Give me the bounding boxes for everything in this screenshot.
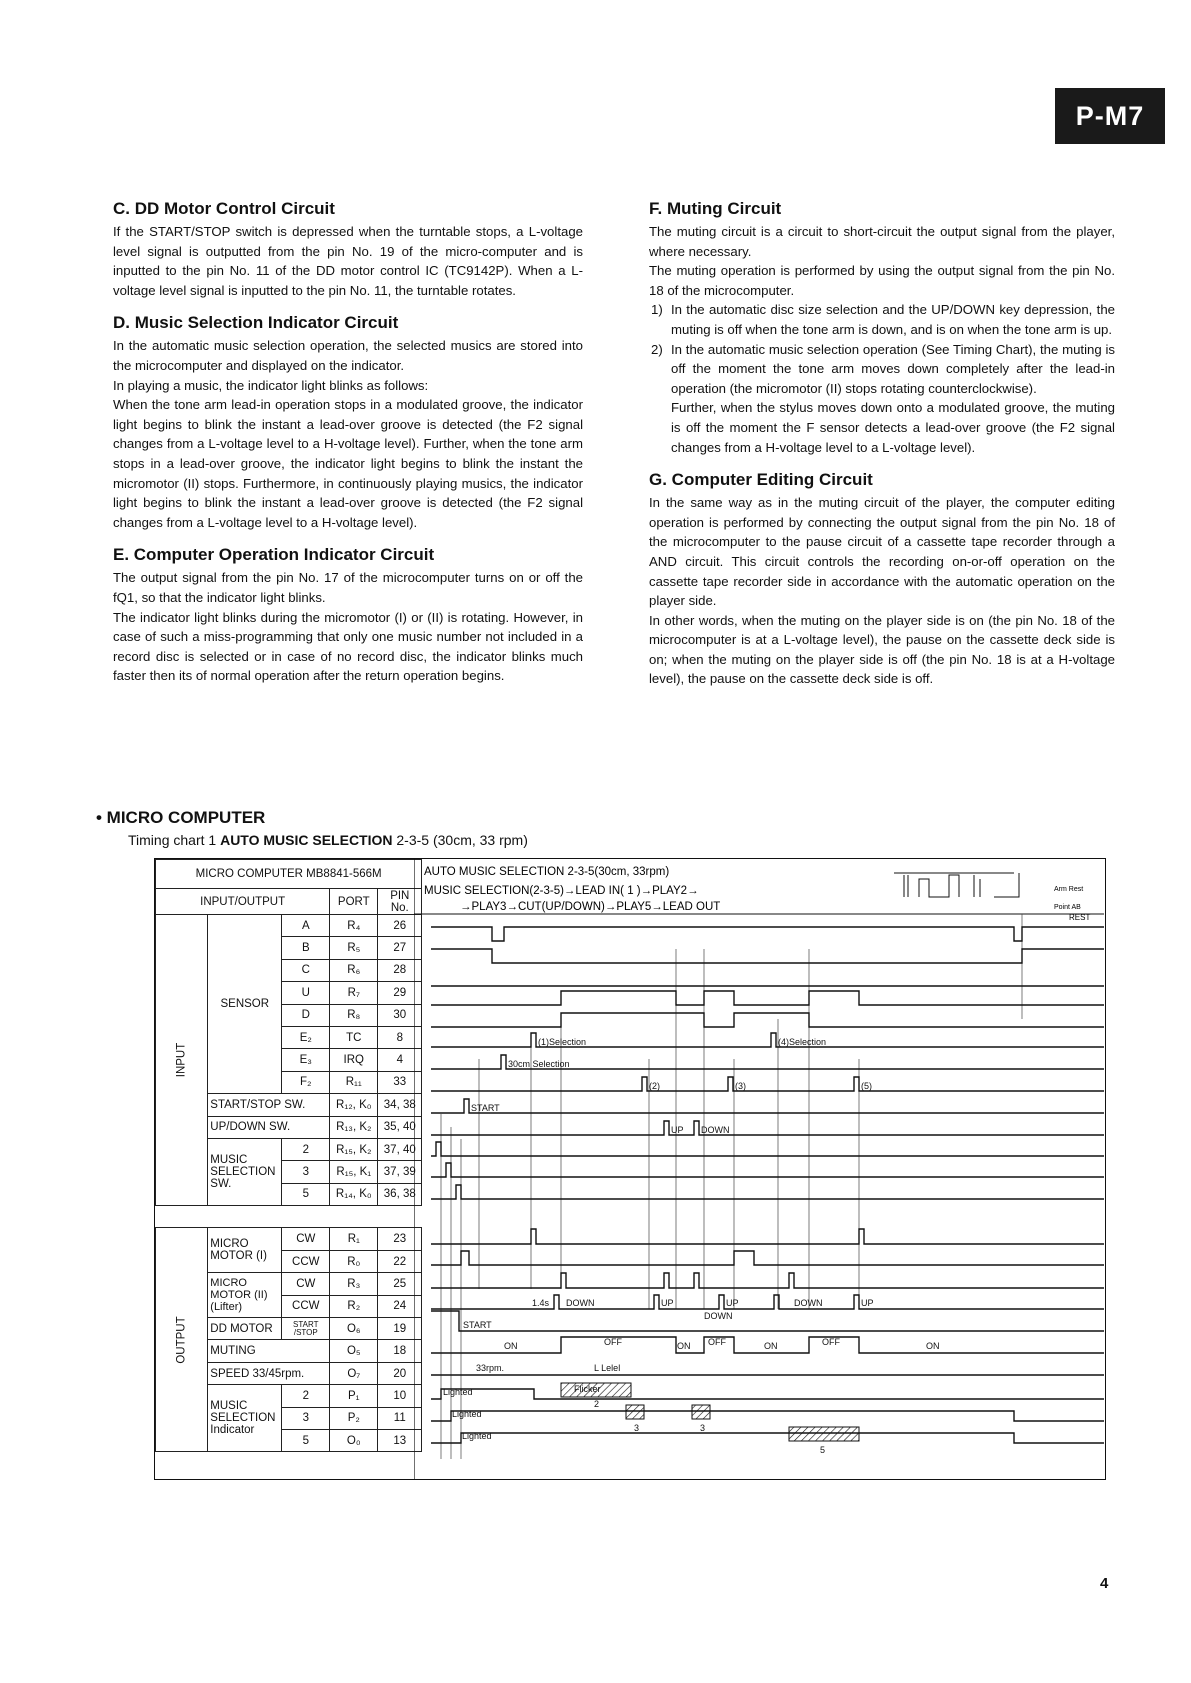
sensor-name: E₃ [282, 1049, 330, 1071]
on-label-3: ON [764, 1341, 778, 1351]
section-c-title: C. DD Motor Control Circuit [113, 199, 335, 218]
flicker-label: Flicker [574, 1384, 601, 1394]
motor1-label: MICRO MOTOR (I) [208, 1228, 282, 1273]
sensor-pin: 4 [378, 1049, 422, 1071]
off-label-1: OFF [604, 1337, 622, 1347]
updown-port: R₁₃, K₂ [330, 1116, 378, 1138]
sensor-name: U [282, 982, 330, 1004]
timing-chart-subtitle [128, 832, 528, 848]
muting-name: MUTING [208, 1340, 330, 1362]
page-number: 4 [1100, 1575, 1109, 1592]
dd-motor-name: DD MOTOR [208, 1318, 282, 1340]
on-label-4: ON [926, 1341, 940, 1351]
output-label: OUTPUT [175, 1316, 188, 1364]
num-2: 2 [594, 1399, 600, 1409]
section-c [113, 198, 583, 300]
delay-label: 1.4s [532, 1298, 550, 1308]
section-c-body: If the START/STOP switch is depressed when the turntable stops, a L-voltage level signal is outputted from the pin No. 19 of the micro-computer and is inputted to the pin No. 11 of the DD motor control IC (TC9142P). When a L-voltage level signal is inputted to the pin No. 11, the turntable rotates. [113, 224, 583, 298]
section-g-title: G. Computer Editing Circuit [649, 470, 873, 490]
wave-ind3 [431, 1411, 1104, 1421]
wave-updown [431, 1121, 1104, 1135]
section-f-list [649, 300, 1115, 457]
timing-header1: AUTO MUSIC SELECTION 2-3-5(30cm, 33rpm) [424, 866, 670, 878]
waveforms [431, 927, 1104, 1443]
subtitle-bold: AUTO MUSIC SELECTION [220, 832, 393, 848]
section-d-p3: When the tone arm lead-in operation stops in a modulated groove, the indicator light begins to blink the instant a lead-over groove is detected (the F2 signal changes from a L-voltage level to a H-voltage level). Further, when the tone arm stops in a lead-over groove, the indicator light begins to blink the instant the micromotor (II) stops. Furthermore, in continuously playing musics, the indicator light begins to blink the instant a lead-over groove is detected (the F2 signal changes from a L-voltage level to a H-voltage level). [113, 397, 583, 530]
section-g-p2: In other words, when the muting on the player side is on (the pin No. 18 of the microcomputer is at a L-voltage level), the pause on the cassette deck side is on; when the muting on the player side is off (the pin No. 18 is at a H-voltage level), the pause on the cassette deck side is off. [649, 612, 1115, 687]
music-sw-port: R₁₄, K₀ [330, 1183, 378, 1205]
right-column [649, 198, 1115, 701]
down-label-2: DOWN [566, 1298, 595, 1308]
down-label-3: DOWN [794, 1298, 823, 1308]
motor2-pin: 25 [378, 1273, 422, 1295]
indicator-port: O₀ [330, 1429, 378, 1451]
section-g [649, 469, 1115, 689]
sensor-pin: 29 [378, 982, 422, 1004]
on-label-1: ON [504, 1341, 518, 1351]
wave-dd-motor [431, 1311, 1104, 1331]
music-sw-pin: 37, 39 [378, 1161, 422, 1183]
sensor-port: TC [330, 1026, 378, 1048]
motor2-port: R₂ [330, 1295, 378, 1317]
timing-header3: →PLAY3→CUT(UP/DOWN)→PLAY5→LEAD OUT [460, 901, 721, 913]
wave-ind5 [431, 1433, 1104, 1443]
list-item [649, 340, 1115, 458]
list-text-continued: Further, when the stylus moves down onto a modulated groove, the muting is off the moment the F sensor detects a lead-over groove (the F2 signal changes from a H-voltage level to a L-voltage level). [671, 400, 1115, 455]
sequence-sketch [894, 873, 1019, 897]
wave-motor2-cw [431, 1273, 1104, 1288]
start-stop-name: START/STOP SW. [208, 1094, 330, 1116]
section-d [113, 312, 583, 532]
sensor-port: R₁₁ [330, 1071, 378, 1093]
start-stop-pin: 34, 38 [378, 1094, 422, 1116]
music-sw-port: R₁₅, K₁ [330, 1161, 378, 1183]
motor1-port: R₀ [330, 1250, 378, 1272]
sensor-pin: 28 [378, 959, 422, 981]
lighted-label-3: Lighted [462, 1431, 492, 1441]
dd-motor-sub: START /STOP [282, 1318, 330, 1340]
num-5: 5 [820, 1445, 826, 1455]
pin-header: PIN No. [378, 889, 422, 915]
indicator-name: 5 [282, 1429, 330, 1451]
speed-port: O₇ [330, 1362, 378, 1384]
up-label-2: UP [661, 1298, 674, 1308]
waveform-area [414, 859, 1104, 1479]
wave-music2 [431, 1142, 1104, 1156]
indicator-pin: 13 [378, 1429, 422, 1451]
input-label: INPUT [175, 1042, 188, 1078]
down-label: DOWN [701, 1125, 730, 1135]
port-header: PORT [330, 889, 378, 915]
sensor-name: D [282, 1004, 330, 1026]
wave-b [431, 949, 1104, 963]
indicator-pin: 10 [378, 1385, 422, 1407]
start-label: START [471, 1103, 500, 1113]
indicator-label: MUSIC SELECTION Indicator [208, 1385, 282, 1452]
section-e-p1: The output signal from the pin No. 17 of the microcomputer turns on or off the fQ1, so that the indicator light blinks. [113, 570, 583, 605]
sensor-label: SENSOR [208, 915, 282, 1094]
list-text: In the automatic music selection operation (See Timing Chart), the muting is off the moment the tone arm moves down completely after the lead-in operation (the micromotor (II) stops rotating counterclockwise). [671, 341, 1115, 396]
sensor-port: IRQ [330, 1049, 378, 1071]
up-label-4: UP [861, 1298, 874, 1308]
music-sw-pin: 37, 40 [378, 1138, 422, 1160]
section-f-p1: The muting circuit is a circuit to short-circuit the output signal from the player, where necessary. [649, 224, 1115, 259]
sensor-pin: 33 [378, 1071, 422, 1093]
num-3a: 3 [634, 1423, 640, 1433]
rest-label: REST [1069, 913, 1091, 922]
sensor-pin: 8 [378, 1026, 422, 1048]
left-column [113, 198, 583, 698]
motor2-name: CW [282, 1273, 330, 1295]
flicker-block-3a [626, 1405, 644, 1419]
list-text: In the automatic disc size selection and the UP/DOWN key depression, the muting is off when the tone arm is down, and is on when the tone arm is up. [671, 302, 1115, 337]
motor2-pin: 24 [378, 1295, 422, 1317]
sensor-name: F₂ [282, 1071, 330, 1093]
sensor-name: E₂ [282, 1026, 330, 1048]
num-3b: 3 [700, 1423, 706, 1433]
sensor-port: R₆ [330, 959, 378, 981]
motor1-name: CW [282, 1228, 330, 1250]
sensor-pin: 26 [378, 915, 422, 937]
sensor-pin: 30 [378, 1004, 422, 1026]
off-label-2: OFF [708, 1337, 726, 1347]
section-g-p1: In the same way as in the muting circuit of the player, the computer editing operation is performed by connecting the output signal from the pin No. 18 of the microcomputer to the pause circuit of a cassette tape recorder through a AND circuit. This circuit controls the recording on-or-off operation on the cassette tape recorder side in accordance with the automatic operation on the player side. [649, 495, 1115, 609]
start-label-2: START [463, 1320, 492, 1330]
io-header: INPUT/OUTPUT [156, 889, 330, 915]
list-item [649, 300, 1115, 339]
section-e-p2: The indicator light blinks during the micromotor (I) or (II) is rotating. However, in case of such a miss-programming that only one music number not included in a record disc is selected or in case of no record disc, the indicator blinks much faster then its of normal operation after the return operation begins. [113, 609, 583, 684]
indicator-pin: 11 [378, 1407, 422, 1429]
music-sw-pin: 36, 38 [378, 1183, 422, 1205]
model-badge: P-M7 [1055, 88, 1165, 144]
wave-ind2 [431, 1389, 1104, 1399]
sensor-port: R₄ [330, 915, 378, 937]
arm-rest-label: Arm Rest [1054, 886, 1084, 893]
wave-motor1-cw [431, 1229, 1104, 1244]
subtitle-prefix: Timing chart 1 [128, 832, 221, 848]
indicator-port: P₂ [330, 1407, 378, 1429]
speed-name: SPEED 33/45rpm. [208, 1362, 330, 1384]
muting-port: O₅ [330, 1340, 378, 1362]
motor2-port: R₃ [330, 1273, 378, 1295]
io-table [155, 859, 422, 1452]
wave-start-stop [431, 1099, 1104, 1113]
timing-header2: MUSIC SELECTION(2-3-5)→LEAD IN( 1 )→PLAY2→ [424, 885, 699, 897]
music-sw-name: 2 [282, 1138, 330, 1160]
sensor-port: R₅ [330, 937, 378, 959]
wave-a [431, 927, 1104, 941]
section-d-p1: In the automatic music selection operation, the selected musics are stored into the microcomputer and displayed on the indicator. [113, 338, 583, 373]
rpm-label: 33rpm. [476, 1363, 505, 1373]
section-f [649, 198, 1115, 457]
lighted-label-1: Lighted [443, 1387, 473, 1397]
wave-motor1-ccw [431, 1251, 1104, 1265]
section-e [113, 544, 583, 686]
music-sw-name: 5 [282, 1183, 330, 1205]
section-e-title: E. Computer Operation Indicator Circuit [113, 545, 435, 565]
start-stop-port: R₁₂, K₀ [330, 1094, 378, 1116]
subtitle-suffix: 2-3-5 (30cm, 33 rpm) [392, 832, 528, 848]
motor1-name: CCW [282, 1250, 330, 1272]
section-f-p2: The muting operation is performed by using the output signal from the pin No. 18 of the microcomputer. [649, 263, 1115, 298]
llevel-label: L Lelel [594, 1363, 621, 1373]
sensor-port: R₈ [330, 1004, 378, 1026]
muting-pin: 18 [378, 1340, 422, 1362]
sel4-label: (4)Selection [778, 1037, 827, 1047]
speed-pin: 20 [378, 1362, 422, 1384]
updown-pin: 35, 40 [378, 1116, 422, 1138]
down-label-4: DOWN [704, 1311, 733, 1321]
motor2-name: CCW [282, 1295, 330, 1317]
indicator-name: 3 [282, 1407, 330, 1429]
flicker-block-3b [692, 1405, 710, 1419]
dd-motor-port: O₆ [330, 1318, 378, 1340]
indicator-name: 2 [282, 1385, 330, 1407]
timing-guides [441, 914, 1022, 1459]
off-label-3: OFF [822, 1337, 840, 1347]
sensor-pin: 27 [378, 937, 422, 959]
motor2-label: MICRO MOTOR (II) (Lifter) [208, 1273, 282, 1318]
motor1-pin: 23 [378, 1228, 422, 1250]
timing-chart [154, 858, 1106, 1480]
indicator-port: P₁ [330, 1385, 378, 1407]
wave-f2 [431, 1077, 1104, 1091]
section-f-title: F. Muting Circuit [649, 199, 782, 218]
wave-e2 [431, 1033, 1104, 1047]
wave-music3 [431, 1163, 1104, 1177]
mark-2: (2) [649, 1081, 660, 1091]
table-spacer [156, 1206, 422, 1228]
mark-5: (5) [861, 1081, 872, 1091]
music-sw-label: MUSIC SELECTION SW. [208, 1138, 282, 1205]
music-sw-name: 3 [282, 1161, 330, 1183]
sel30-label: 30cm Selection [508, 1059, 570, 1069]
music-sw-port: R₁₅, K₂ [330, 1138, 378, 1160]
up-label: UP [671, 1125, 684, 1135]
motor1-pin: 22 [378, 1250, 422, 1272]
lighted-label-2: Lighted [452, 1409, 482, 1419]
list-number: 2) [651, 341, 663, 357]
point-ab-label: Point AB [1054, 904, 1081, 911]
section-d-title: D. Music Selection Indicator Circuit [113, 313, 399, 333]
micro-computer-title: • MICRO COMPUTER [96, 808, 266, 827]
up-label-3: UP [726, 1298, 739, 1308]
sel1-label: (1)Selection [538, 1037, 587, 1047]
motor1-port: R₁ [330, 1228, 378, 1250]
sensor-name: A [282, 915, 330, 937]
list-number: 1) [651, 302, 663, 318]
section-d-p2: In playing a music, the indicator light blinks as follows: [113, 377, 429, 393]
wave-u [431, 991, 1104, 1005]
sensor-name: B [282, 937, 330, 959]
mark-3: (3) [735, 1081, 746, 1091]
sensor-name: C [282, 959, 330, 981]
on-label-2: ON [677, 1341, 691, 1351]
model-header: MICRO COMPUTER MB8841-566M [156, 860, 422, 889]
flicker-block-5 [789, 1427, 859, 1441]
sensor-port: R₇ [330, 982, 378, 1004]
wave-music5 [431, 1185, 1104, 1199]
dd-motor-pin: 19 [378, 1318, 422, 1340]
wave-d [431, 1013, 1104, 1027]
updown-name: UP/DOWN SW. [208, 1116, 330, 1138]
